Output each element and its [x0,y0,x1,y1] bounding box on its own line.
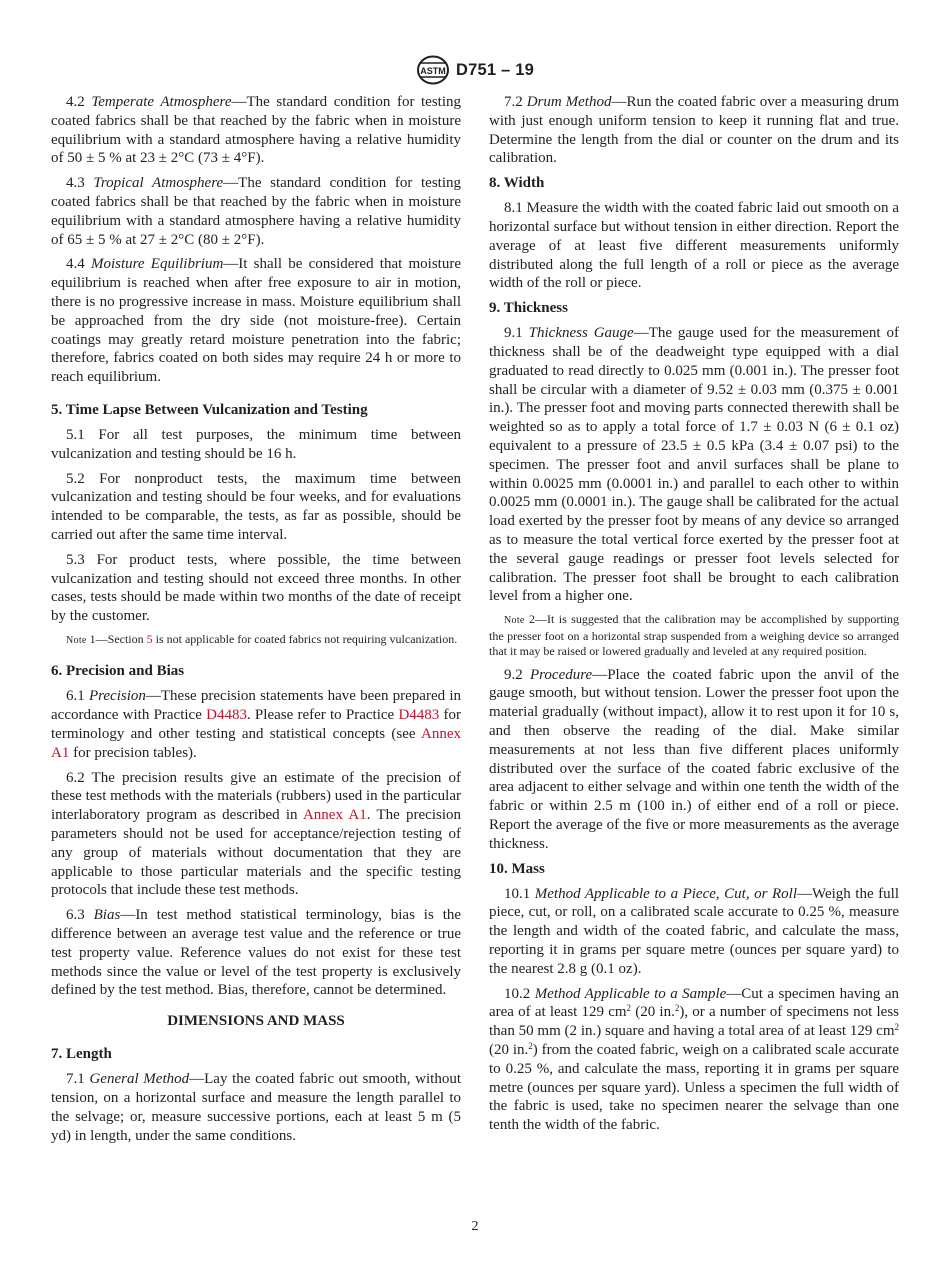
document-id: D751 – 19 [456,60,534,79]
section-5-link[interactable]: 5 [146,631,153,646]
right-column [489,93,899,1141]
note-1: Note 1—Section 5 is not applicable for coated fabrics not requiring vulcanization. [66,631,458,646]
page-number: 2 [471,1219,479,1234]
paragraph-9-1: 9.1 Thickness Gauge—The gauge used for the measurement of thickness shall be of the deadweight type equipped with a dial graduated to read directly to 0.025 mm (0.001 in.). The presser foot shall be circular with a diameter of 9.52 ± 0.03 mm (0.375 ± 0.001 in.). The presser foot and moving parts connected therewith shall be weighted so as to apply a total force of 1.7 ± 0.03 N (6 ± 0.1 oz) equivalent to a pressure of 23.5 ± 0.5 kPa (3.4 ± 0.07 psi) to the specimen. The presser foot and anvil surfaces shall be plane to within 0.0025 mm (0.0001 in.) and parallel to each other to within 0.0025 mm (0.0001 in.). The gauge shall be calibrated for the actual load exerted by the presser foot by means of any device so arranged as to measure the total vertical force exerted by the presser foot at the several gauge readings or presser foot levels selected for calibration. The presser foot shall be brought to each calibration level from a higher one. [489,325,899,605]
paragraph-6-2: 6.2 The precision results give an estimate of the precision of these test methods with the materials (rubbers) used in the particular interlaboratory program as described in Annex A1. The precision parameters should not be used for acceptance/rejection testing of any group of materials without documentation that they are applicable to those particular materials and the specific testing protocols that include these test methods. [51,769,461,899]
d4483-link-2[interactable]: D4483 [398,707,440,724]
paragraph-7-2: 7.2 Drum Method—Run the coated fabric over a measuring drum with just enough uniform tension to keep it running flat and true. Determine the length from the dial or counter on the drum and its calibration. [489,94,900,167]
annex-a1-link-2[interactable]: Annex A1 [302,807,367,824]
section-5-heading: 5. Time Lapse Between Vulcanization and Testing [51,401,368,418]
page-header [0,54,950,86]
paragraph-4-4: 4.4 Moisture Equilibrium—It shall be considered that moisture equilibrium is reached when after free exposure to air in motion, there is no progressive increase in mass. Moisture equilibrium shall be approached from the dry side (not moisture-free). Certain coatings may greatly retard moisture penetration into the fabric; therefore, fabrics coated on both sides may require 24 h or more to reach equilibrium. [51,256,461,386]
paragraph-10-2: 10.2 Method Applicable to a Sample—Cut a specimen having an area of at least 129 $cm^2$ (20 in.$^2$), or a number of specimens not less than 50 mm (2 in.) square and having a total area of at least 129 $cm^2$ (20 in.$^2$) from the coated fabric, weigh on a calibrated scale accurate to 0.25 %, and calculate the mass, reporting it in grams per square metre (ounces per square yard). Unless a specimen the full width of the fabric is used, take no specimen nearer the selvage than one tenth the width of the fabric. [489,985,899,1134]
section-9-heading: 9. Thickness [489,300,568,317]
annex-a1-link-1[interactable]: Annex A1 [51,726,461,761]
left-column [51,93,461,1151]
d4483-link-1[interactable]: D4483 [206,707,247,724]
section-10-heading: 10. Mass [489,860,545,877]
paragraph-8-1: 8.1 Measure the width with the coated fabric laid out smooth on a horizontal surface but without tension in either direction. Report the average of at least five different measurements uniformly distributed along the full length of a roll or piece as the average width of the roll or piece. [489,200,899,292]
astm-logo-icon [416,55,450,85]
paragraph-6-3: 6.3 Bias—In test method statistical terminology, bias is the difference between an average test value and the reference or true test property value. Reference values do not exist for these test methods since the value or level of the test property is exclusively defined by the test method. Bias, therefore, cannot be determined. [51,907,462,999]
paragraph-6-1: 6.1 Precision—These precision statements have been prepared in accordance with Practice D4483. Please refer to Practice D4483 for terminology and other testing and statistical concepts (see Annex A1 for precision tables). [51,688,461,761]
section-8-heading: 8. Width [489,175,545,192]
paragraph-5-1: 5.1 For all test purposes, the minimum time between vulcanization and testing should be 16 h. [51,426,461,462]
section-6-heading: 6. Precision and Bias [51,663,185,680]
section-7-heading: 7. Length [51,1046,112,1063]
paragraph-4-3: 4.3 Tropical Atmosphere—The standard condition for testing coated fabrics shall be that reached by the fabric when in moisture equilibrium with a standard atmosphere having a relative humidity of 65 ± 5 % at 27 ± 2°C (80 ± 2°F). [51,175,461,248]
dimensions-and-mass-heading: DIMENSIONS AND MASS [167,1013,345,1030]
paragraph-9-2: 9.2 Procedure—Place the coated fabric upon the anvil of the gauge smooth, but without tension. Lower the presser foot upon the material gradually (without impact), allow it to rest upon it for 10 s, and then observe the reading of the dial. Make similar measurements at not less than five different places uniformly distributed over the surface of the coated fabric exclusive of the area adjacent to either selvage and within one tenth the width of the fabric or within 2.5 m (100 in.) of either end of a roll or piece. Report the average of the five or more measurements as the average thickness. [489,666,900,852]
paragraph-7-1: 7.1 General Method—Lay the coated fabric out smooth, without tension, on a horizontal surface and measure the length parallel to the selvage; or, measure successive portions, each at least 5 m (5 yd) in length, under the same conditions. [51,1071,461,1144]
paragraph-4-2: 4.2 Temperate Atmosphere—The standard condition for testing coated fabrics shall be that reached by the fabric when in moisture equilibrium with a standard atmosphere having a relative humidity of 50 ± 5 % at 23 ± 2°C (73 ± 4°F). [51,94,461,167]
paragraph-5-2: 5.2 For nonproduct tests, the maximum time between vulcanization and testing should be four weeks, and for evaluations intended to be comparable, the tests, as far as possible, should be carried out after the same time interval. [51,470,461,543]
paragraph-5-3: 5.3 For product tests, where possible, the time between vulcanization and testing should not exceed three months. In other cases, tests should be made within two months of the date of receipt by the customer. [51,551,461,625]
note-2: Note 2—It is suggested that the calibration may be accomplished by supporting the presser foot on a horizontal strap suspended from a weighing device so arranged that it may be raised or lowered gradually and leveled at any required position. [489,612,899,659]
logo-text: ASTM [420,66,446,76]
paragraph-10-1: 10.1 Method Applicable to a Piece, Cut, or Roll—Weigh the full piece, cut, or roll, on a calibrated scale accurate to 0.25 %, measure the length and width of the coated fabric, and calculate the mass, reporting it in grams per square metre (ounces per square yard) to the nearest 2.8 g (0.1 oz). [489,885,899,977]
